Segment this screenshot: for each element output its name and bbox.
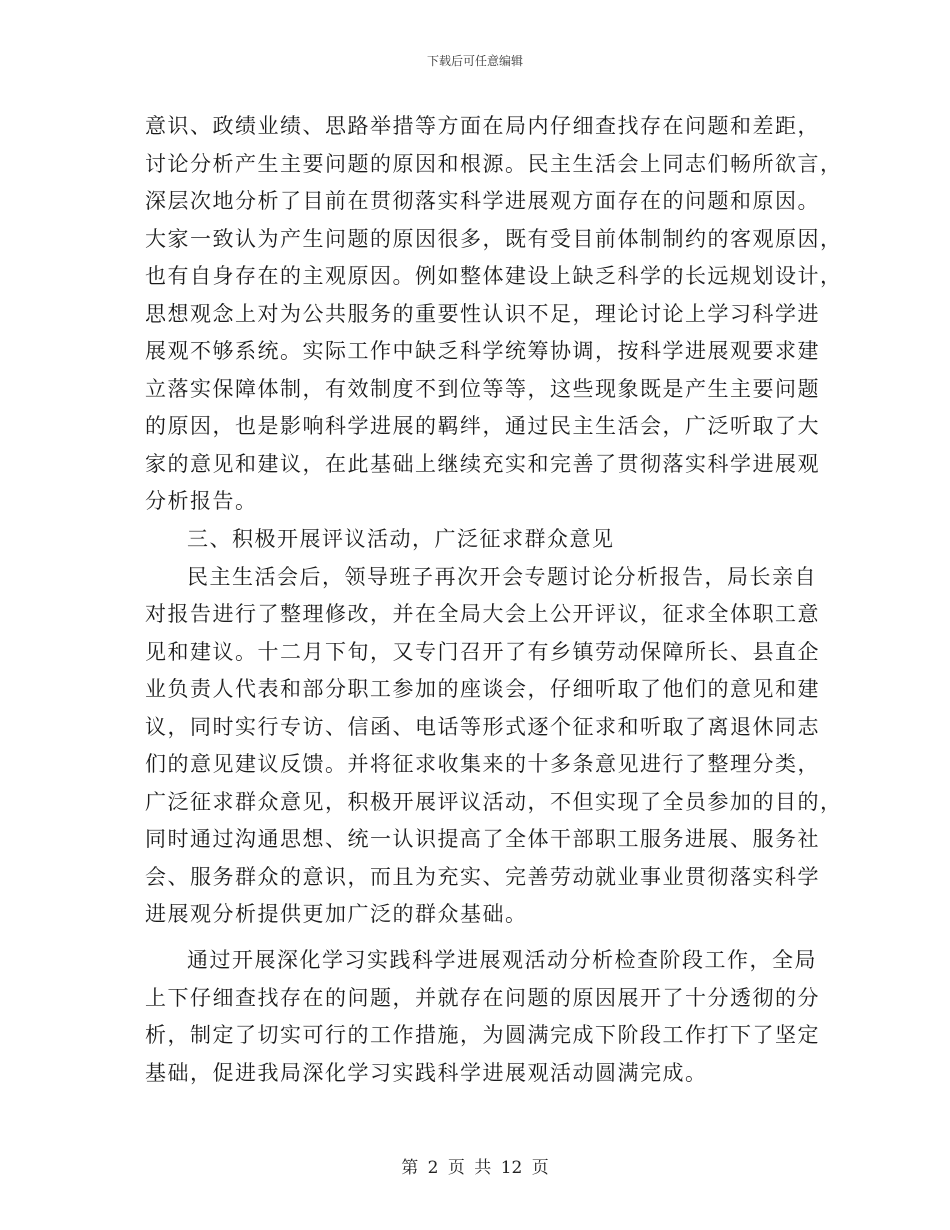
text-line: 也有自身存在的主观原因。例如整体建设上缺乏科学的长远规划设计， — [145, 264, 843, 289]
text-line: 深层次地分析了目前在贯彻落实科学进展观方面存在的问题和原因。 — [145, 189, 820, 214]
text-line: 会、服务群众的意识，而且为充实、完善劳动就业事业贯彻落实科学 — [145, 864, 820, 889]
text-line: 大家一致认为产生问题的原因很多，既有受目前体制制约的客观原因， — [145, 226, 843, 251]
text-line: 家的意见和建议，在此基础上继续充实和完善了贯彻落实科学进展观 — [145, 451, 820, 476]
text-line: 析，制定了切实可行的工作措施，为圆满完成下阶段工作打下了坚定 — [145, 1023, 820, 1048]
text-line: 意识、政绩业绩、思路举措等方面在局内仔细查找存在问题和差距， — [145, 114, 820, 138]
text-line: 业负责人代表和部分职工参加的座谈会，仔细听取了他们的意见和建 — [145, 677, 820, 702]
text-line: 议，同时实行专访、信函、电话等形式逐个征求和听取了离退休同志 — [145, 714, 820, 739]
text-line: 们的意见建议反馈。并将征求收集来的十多条意见进行了整理分类， — [145, 752, 820, 777]
text-line: 上下仔细查找存在的问题，并就存在问题的原因展开了十分透彻的分 — [145, 985, 820, 1010]
section-heading — [145, 524, 807, 554]
paragraph-conclusion — [145, 945, 820, 1088]
text-line: 立落实保障体制，有效制度不到位等等，这些现象既是产生主要问题 — [145, 376, 820, 401]
text-line: 同时通过沟通思想、统一认识提高了全体干部职工服务进展、服务社 — [145, 827, 820, 852]
text-line: 广泛征求群众意见，积极开展评议活动，不但实现了全员参加的目的， — [145, 789, 843, 814]
text-line: 民主生活会后，领导班子再次开会专题讨论分析报告，局长亲自 — [187, 564, 817, 589]
text-line: 思想观念上对为公共服务的重要性认识不足，理论讨论上学习科学进 — [145, 301, 820, 326]
text-line: 通过开展深化学习实践科学进展观活动分析检查阶段工作，全局 — [187, 948, 817, 973]
text-line: 进展观分析提供更加广泛的群众基础。 — [145, 902, 528, 927]
text-line: 见和建议。十二月下旬，又专门召开了有乡镇劳动保障所长、县直企 — [145, 639, 820, 664]
page-header: 下载后可任意编辑 — [426, 54, 523, 68]
page-number: 第 2 页 共 12 页 — [401, 1158, 549, 1178]
paragraph-spacer — [145, 937, 807, 945]
section-heading-text: 三、积极开展评议活动，广泛征求群众意见 — [187, 527, 615, 552]
text-line: 分析报告。 — [145, 489, 258, 514]
document-body — [145, 111, 843, 1095]
paragraph-feedback — [145, 562, 843, 930]
text-line: 展观不够系统。实际工作中缺乏科学统筹协调，按科学进展观要求建 — [145, 339, 820, 364]
text-line: 的原因，也是影响科学进展的羁绊，通过民主生活会，广泛听取了大 — [145, 414, 820, 439]
text-line: 基础，促进我局深化学习实践科学进展观活动圆满完成。 — [145, 1060, 708, 1085]
paragraph-continuation — [145, 111, 843, 516]
text-line: 对报告进行了整理修改，并在全局大会上公开评议，征求全体职工意 — [145, 602, 820, 627]
text-line: 讨论分析产生主要问题的原因和根源。民主生活会上同志们畅所欲言， — [145, 151, 843, 176]
